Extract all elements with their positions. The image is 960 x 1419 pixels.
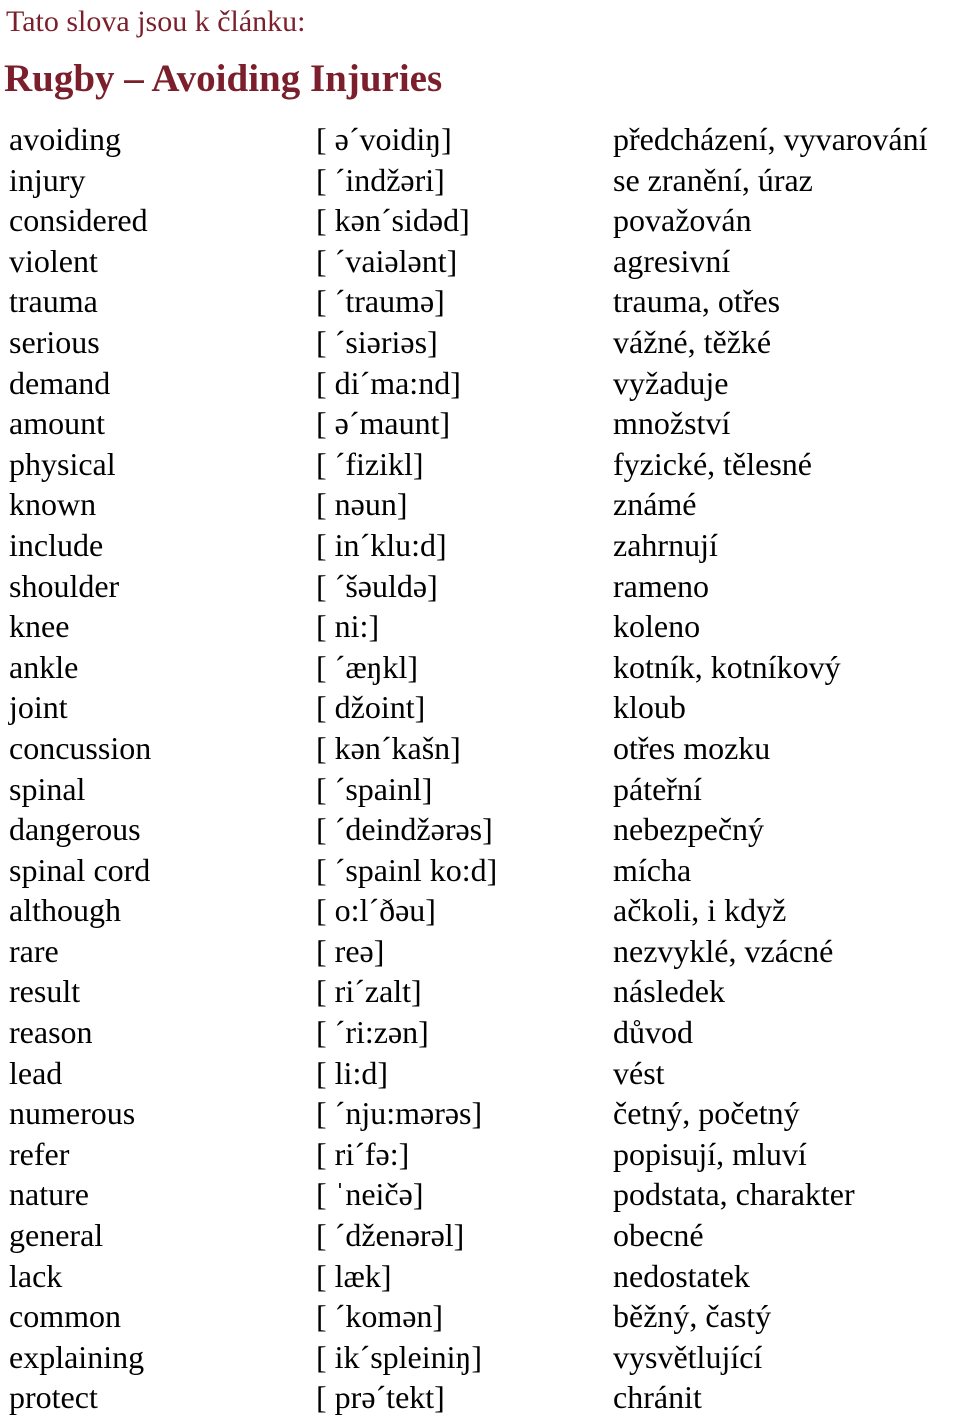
pronunciation: [ ə´voidiŋ] — [316, 121, 452, 157]
english-word: general — [9, 1217, 104, 1254]
vocab-row — [0, 1377, 960, 1418]
czech-translation: nezvyklé, vzácné — [613, 932, 834, 969]
english-word: spinal — [9, 770, 86, 807]
pronunciation: [ ik´spleiniŋ] — [316, 1338, 483, 1375]
czech-translation: považován — [613, 202, 752, 239]
vocab-row — [0, 931, 960, 972]
pronunciation: [ ´nju:mərəs] — [316, 1095, 483, 1132]
english-word: shoulder — [9, 567, 120, 604]
vocab-row — [0, 606, 960, 647]
english-word: violent — [9, 242, 98, 279]
vocab-row — [0, 850, 960, 891]
vocab-row — [0, 728, 960, 769]
pronunciation: [ ´šəuldə] — [316, 567, 438, 604]
pronunciation: [ ri´fə:] — [316, 1135, 410, 1172]
english-word: known — [9, 486, 97, 523]
czech-translation: páteřní — [613, 770, 702, 807]
czech-translation: otřes mozku — [613, 729, 771, 766]
vocab-row — [0, 160, 960, 201]
pronunciation: [ nəun] — [316, 486, 408, 523]
pronunciation: [ prə´tekt] — [316, 1379, 445, 1416]
vocab-row — [0, 119, 960, 160]
pronunciation: [ li:d] — [316, 1054, 388, 1091]
czech-translation: fyzické, tělesné — [613, 445, 812, 482]
czech-translation: kotník, kotníkový — [613, 648, 841, 685]
vocab-row — [0, 1296, 960, 1337]
vocab-row — [0, 1093, 960, 1134]
czech-translation: obecné — [613, 1217, 704, 1254]
czech-translation: trauma, otřes — [613, 283, 781, 320]
czech-translation: vysvětlující — [613, 1338, 763, 1375]
article-title: Rugby – Avoiding Injuries — [4, 57, 443, 100]
english-word: injury — [9, 161, 86, 198]
english-word: reason — [9, 1014, 93, 1051]
vocab-row — [0, 647, 960, 688]
english-word: avoiding — [9, 121, 121, 157]
czech-translation: nebezpečný — [613, 811, 765, 848]
vocab-row — [0, 200, 960, 241]
vocab-row — [0, 1215, 960, 1256]
english-word: spinal cord — [9, 851, 151, 888]
pronunciation: [ kən´kašn] — [316, 729, 461, 766]
vocab-row — [0, 1256, 960, 1297]
czech-translation: běžný, častý — [613, 1298, 772, 1335]
czech-translation: nedostatek — [613, 1257, 750, 1294]
czech-translation: podstata, charakter — [613, 1176, 855, 1213]
english-word: rare — [9, 932, 59, 969]
pronunciation: [ di´ma:nd] — [316, 364, 461, 401]
pronunciation: [ ´fizikl] — [316, 445, 424, 482]
vocab-row — [0, 281, 960, 322]
english-word: physical — [9, 445, 116, 482]
czech-translation: četný, početný — [613, 1095, 800, 1132]
english-word: result — [9, 973, 81, 1010]
vocab-row — [0, 1337, 960, 1378]
english-word: refer — [9, 1135, 70, 1172]
pronunciation: [ ni:] — [316, 608, 380, 645]
vocab-row — [0, 809, 960, 850]
english-word: explaining — [9, 1338, 145, 1375]
pronunciation: [ ri´zalt] — [316, 973, 422, 1010]
english-word: nature — [9, 1176, 89, 1213]
vocab-row — [0, 484, 960, 525]
vocab-row — [0, 1134, 960, 1175]
english-word: lack — [9, 1257, 63, 1294]
english-word: considered — [9, 202, 148, 239]
pronunciation: [ in´klu:d] — [316, 526, 447, 563]
english-word: common — [9, 1298, 121, 1335]
czech-translation: množství — [613, 405, 731, 442]
english-word: trauma — [9, 283, 98, 320]
pronunciation: [ ´spainl] — [316, 770, 433, 807]
pronunciation: [ ə´maunt] — [316, 405, 451, 442]
czech-translation: ačkoli, i když — [613, 892, 787, 929]
czech-translation: popisují, mluví — [613, 1135, 807, 1172]
pronunciation: [ ´deindžərəs] — [316, 811, 493, 848]
czech-translation: známé — [613, 486, 697, 523]
pronunciation: [ ´dženərəl] — [316, 1217, 465, 1254]
vocabulary-list — [0, 119, 960, 1418]
czech-translation: předcházení, vyvarování — [613, 121, 928, 157]
czech-translation: vyžaduje — [613, 364, 729, 401]
vocab-row — [0, 241, 960, 282]
pronunciation: [ læk] — [316, 1257, 392, 1294]
vocab-row — [0, 1012, 960, 1053]
pronunciation: [ o:l´ðəu] — [316, 892, 436, 929]
english-word: although — [9, 892, 121, 929]
vocab-row — [0, 890, 960, 931]
czech-translation: se zranění, úraz — [613, 161, 813, 198]
english-word: concussion — [9, 729, 152, 766]
czech-translation: důvod — [613, 1014, 693, 1051]
vocab-row — [0, 1174, 960, 1215]
english-word: protect — [9, 1379, 98, 1416]
vocab-row — [0, 769, 960, 810]
czech-translation: následek — [613, 973, 725, 1010]
vocab-row — [0, 971, 960, 1012]
czech-translation: koleno — [613, 608, 701, 645]
english-word: dangerous — [9, 811, 141, 848]
english-word: ankle — [9, 648, 79, 685]
vocab-row — [0, 687, 960, 728]
pronunciation: [ ´spainl ko:d] — [316, 851, 498, 888]
vocab-row — [0, 363, 960, 404]
pronunciation: [ ´komən] — [316, 1298, 444, 1335]
pronunciation: [ ´æŋkl] — [316, 648, 419, 685]
czech-translation: vést — [613, 1054, 665, 1091]
english-word: knee — [9, 608, 70, 645]
vocab-row — [0, 1053, 960, 1094]
pronunciation: [ ´vaiələnt] — [316, 242, 458, 279]
czech-translation: agresivní — [613, 242, 731, 279]
pronunciation: [ ´siəriəs] — [316, 323, 438, 360]
english-word: numerous — [9, 1095, 136, 1132]
english-word: joint — [9, 689, 68, 726]
czech-translation: kloub — [613, 689, 686, 726]
vocab-row — [0, 403, 960, 444]
pronunciation: [ ´traumə] — [316, 283, 445, 320]
english-word: include — [9, 526, 104, 563]
pronunciation: [ ´ri:zən] — [316, 1014, 429, 1051]
pronunciation: [ ˈneičə] — [316, 1176, 424, 1213]
intro-text: Tato slova jsou k článku: — [6, 5, 306, 38]
pronunciation: [ reə] — [316, 932, 385, 969]
vocab-row — [0, 525, 960, 566]
czech-translation: chránit — [613, 1379, 702, 1416]
czech-translation: vážné, těžké — [613, 323, 772, 360]
english-word: lead — [9, 1054, 63, 1091]
pronunciation: [ džoint] — [316, 689, 426, 726]
czech-translation: zahrnují — [613, 526, 718, 563]
pronunciation: [ kən´sidəd] — [316, 202, 470, 239]
english-word: demand — [9, 364, 111, 401]
pronunciation: [ ´indžəri] — [316, 161, 445, 198]
vocab-row — [0, 566, 960, 607]
english-word: serious — [9, 323, 100, 360]
vocab-row — [0, 322, 960, 363]
czech-translation: rameno — [613, 567, 709, 604]
czech-translation: mícha — [613, 851, 692, 888]
vocab-row — [0, 444, 960, 485]
english-word: amount — [9, 405, 105, 442]
